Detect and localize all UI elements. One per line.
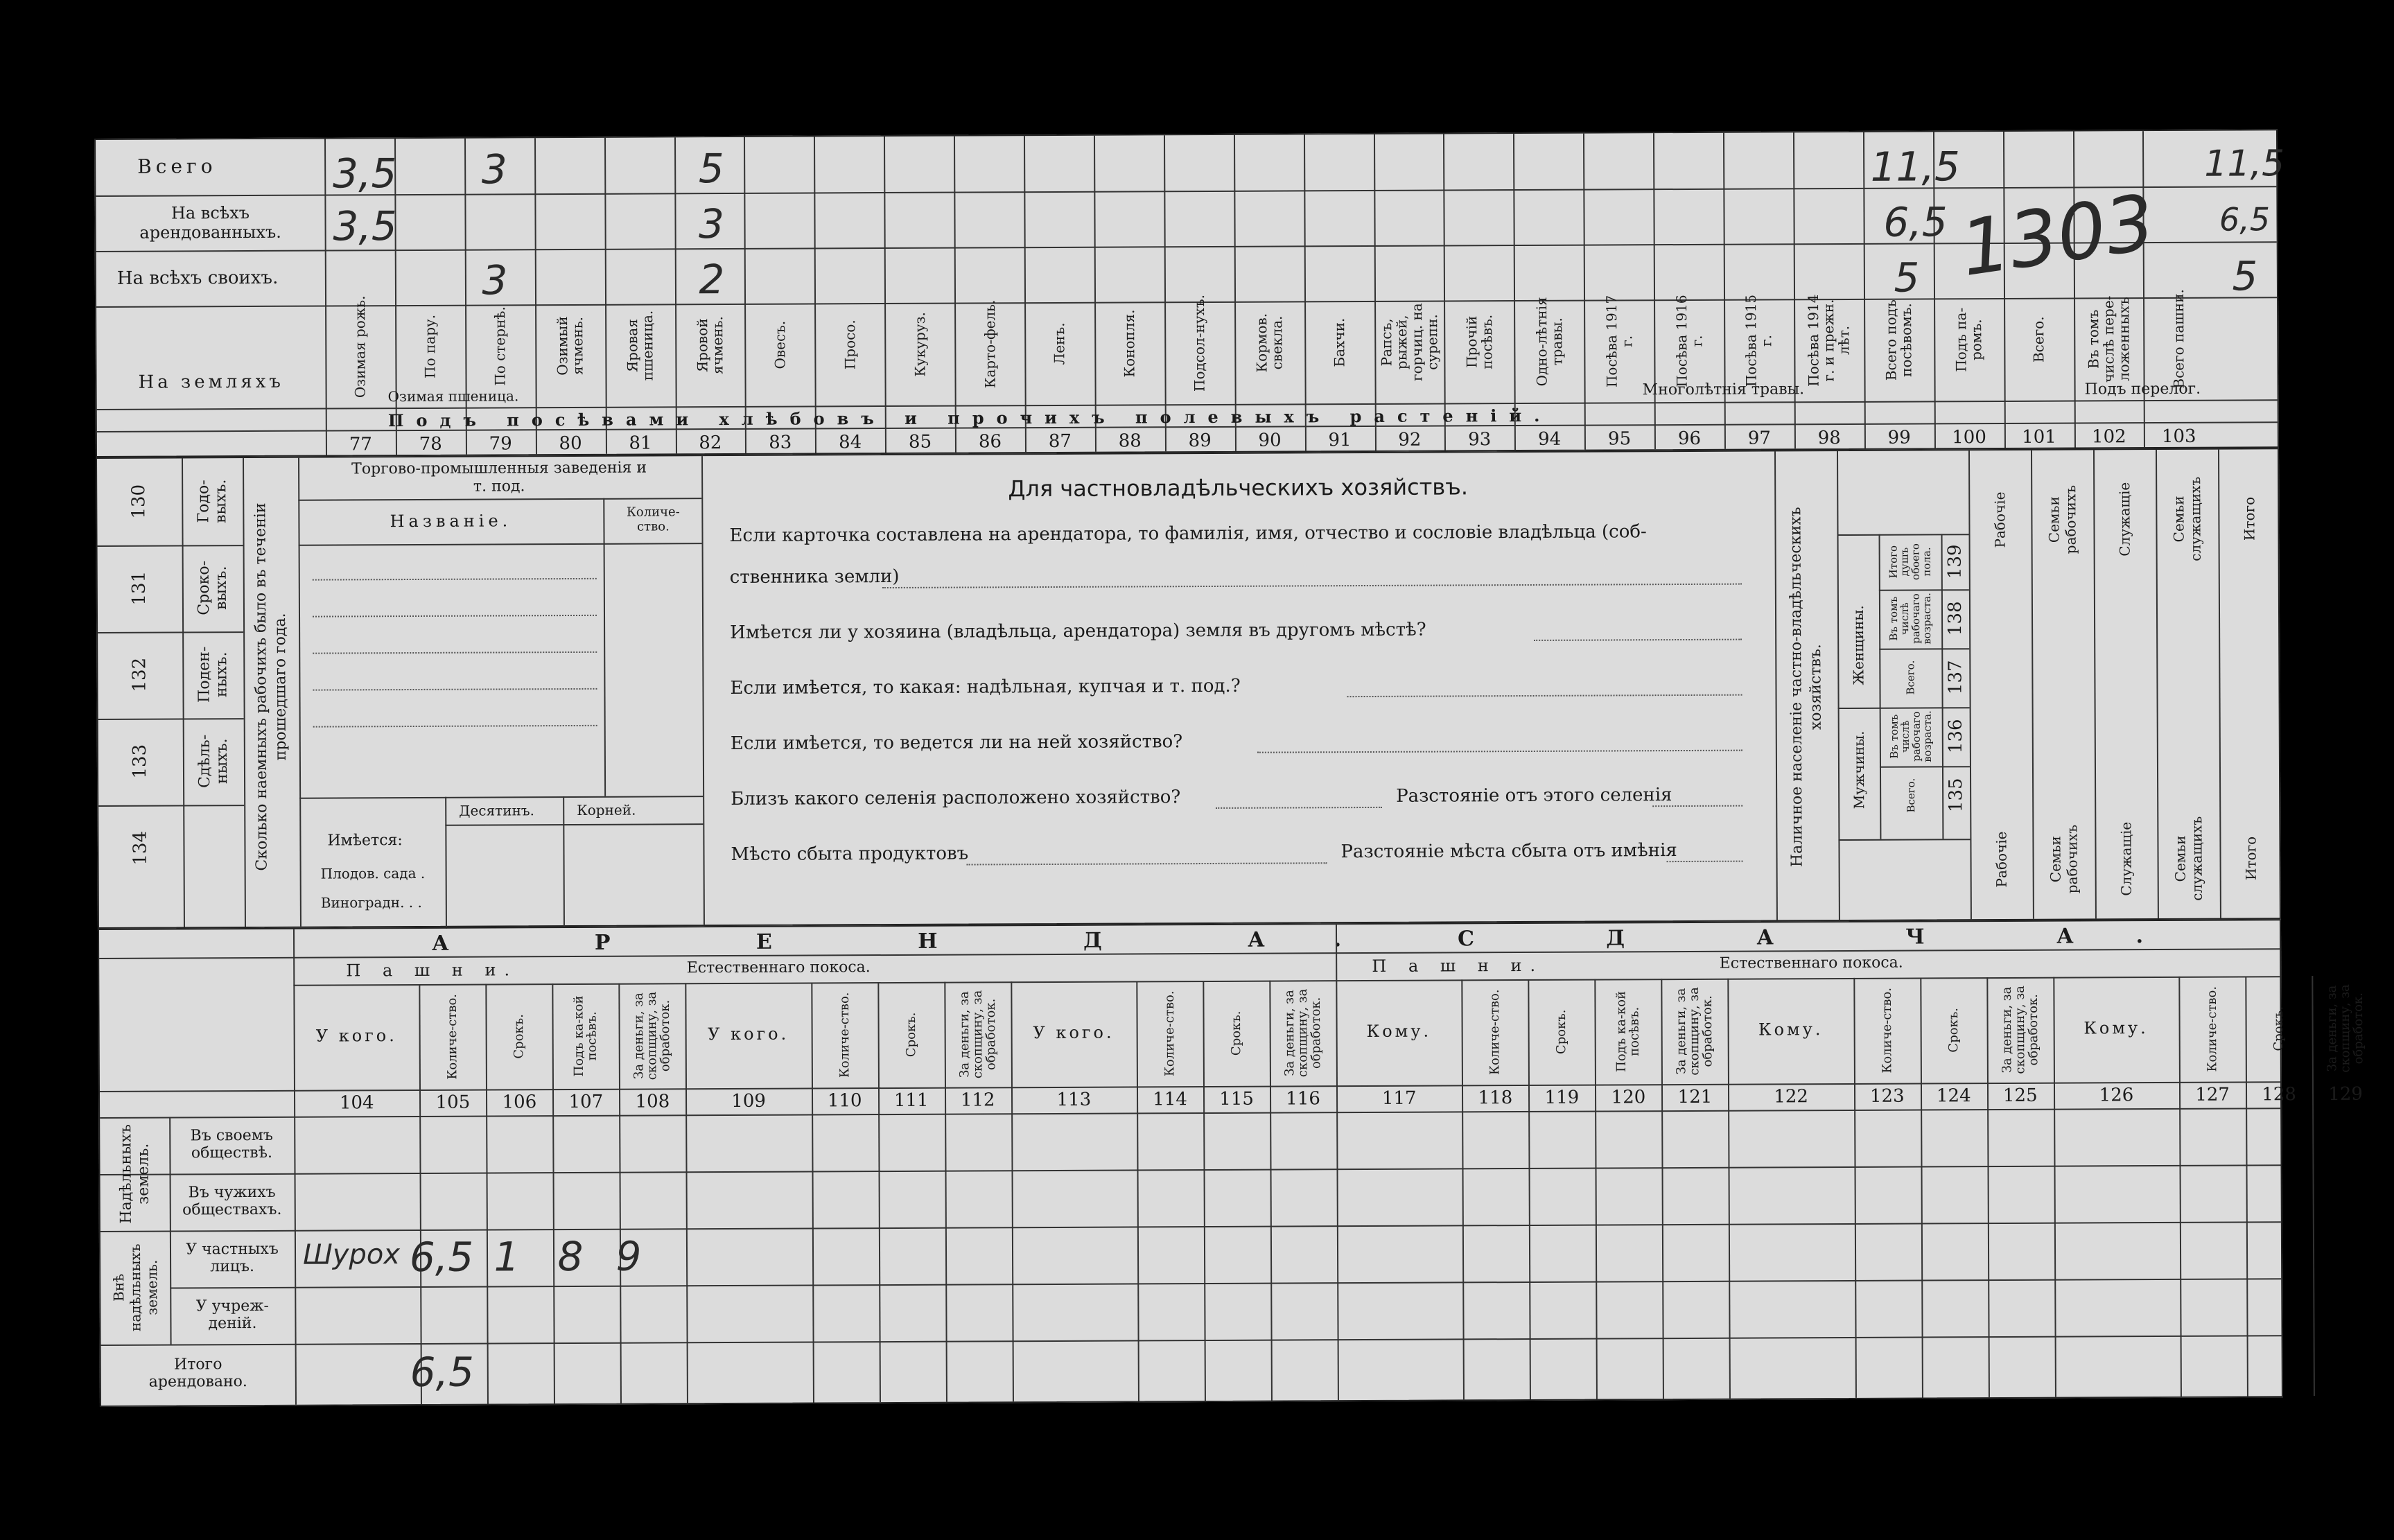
s3-col-number-128: 128 [2262, 1084, 2297, 1105]
s3-col-divider-118 [1462, 979, 1465, 1399]
group-nadel: Надѣльныхъ земель. [117, 1123, 152, 1224]
pop-number-136: 136 [1945, 719, 1966, 754]
group-vnenadel: Внѣ надѣльныхъ земель. [110, 1243, 161, 1332]
s1-col-number-101: 101 [2022, 426, 2056, 448]
q-farming: Если имѣется, то ведется ли на ней хозяйство? [730, 731, 1183, 755]
hw-rented-82: 3 [698, 200, 725, 248]
hw-total-qty: 6,5 [410, 1348, 475, 1397]
s1-col-header-82: Яровой ячмень. [694, 316, 726, 375]
s1-col-header-93: Прочій посѣвъ. [1462, 314, 1496, 369]
s3-col-divider-116 [1269, 981, 1273, 1401]
sdacha-pokos: Естественнаго покоса. [1719, 954, 1903, 972]
q-village-dist: Разстояніе отъ этого селенія [1396, 785, 1672, 807]
s1-col-number-99: 99 [1887, 427, 1911, 448]
s1-col-number-89: 89 [1188, 430, 1212, 452]
s3-col-header-121: За деньги, за скопщину, за обработок. [1674, 987, 1715, 1076]
row-label-total: Всего [137, 155, 217, 178]
s3-col-divider-113 [1011, 981, 1014, 1401]
right-col-bottom-4: Итого [2242, 836, 2260, 881]
pop-header-135: Всего. [1905, 778, 1918, 813]
s1-col-number-79: 79 [489, 433, 512, 455]
s3-col-number-114: 114 [1153, 1089, 1187, 1110]
s1-col-header-92: Рапсъ, рыжей, горчиц. на сурепн. [1378, 303, 1441, 382]
s3-col-header-115: Срокъ. [1229, 1010, 1244, 1056]
s3-col-divider-108 [619, 983, 622, 1403]
hired-number-133: 133 [129, 744, 151, 779]
questionnaire-title: Для частновладѣльческихъ хозяйствъ. [1008, 473, 1469, 502]
population-title: Наличное населеніе частно-владѣльческихъ хозяйствъ. [1787, 507, 1825, 868]
s1-col-header-99: Всего подъ посѣвомъ. [1882, 299, 1915, 381]
arenda-pokos: Естественнаго покоса. [686, 959, 871, 977]
pop-header-137: Всего. [1904, 660, 1917, 695]
q-owner: Если карточка составлена на арендатора, то фамилія, имя, отчество и сословіе владѣльца (соб- [729, 521, 1647, 547]
s3-col-header-129: За деньги, за скопщину, за обработок. [2324, 984, 2366, 1073]
s3-col-divider-110 [811, 982, 814, 1402]
s1-col-header-98: Посѣва 1914 г. и прежн. лѣт. [1805, 294, 1853, 387]
s3-col-header-123: Количе-ство. [1879, 987, 1895, 1074]
s3-col-number-122: 122 [1774, 1086, 1809, 1108]
s3-col-header-109: У кого. [708, 1024, 789, 1044]
hw-crop: 8 [557, 1232, 584, 1281]
trade-block [298, 456, 704, 929]
s1-col-header-102: Въ томъ числѣ пере-ложенныхъ [2085, 295, 2133, 383]
s1-col-number-97: 97 [1747, 428, 1771, 449]
women-label: Женщины. [1849, 605, 1867, 685]
s3-col-number-117: 117 [1381, 1087, 1417, 1109]
right-col-bottom-0: Рабочіе [1993, 831, 2010, 888]
s3-col-header-119: Срокъ. [1554, 1009, 1569, 1055]
s1-col-number-78: 78 [419, 433, 442, 455]
questionnaire [701, 451, 1776, 927]
s3-col-number-124: 124 [1936, 1085, 1971, 1107]
s1-col-number-83: 83 [769, 432, 792, 453]
s3-col-number-126: 126 [2099, 1085, 2134, 1106]
q-other-land: Имѣется ли у хозяина (владѣльца, арендатора) земля въ другомъ мѣстѣ? [730, 619, 1426, 644]
s3-col-number-104: 104 [339, 1092, 374, 1114]
right-col-top-1: Семьи рабочихъ [2045, 484, 2079, 554]
population-table [1837, 534, 1971, 839]
s3-col-number-116: 116 [1286, 1088, 1320, 1110]
s3-col-number-119: 119 [1544, 1087, 1580, 1108]
hw-own-82: 2 [699, 256, 725, 304]
s3-col-divider-115 [1203, 981, 1206, 1401]
s3-col-header-106: Срокъ. [512, 1014, 527, 1059]
s3-col-number-113: 113 [1056, 1089, 1092, 1110]
row-total-rented: Итого арендовано. [148, 1356, 247, 1391]
s3-col-divider-109 [685, 983, 689, 1403]
s1-col-header-91: Бахчи. [1331, 317, 1348, 367]
s3-col-header-124: Срокъ. [1946, 1007, 1961, 1053]
s1-col-number-91: 91 [1328, 430, 1352, 451]
pop-header-136: Въ томъ числѣ рабочаго возраста. [1887, 710, 1934, 762]
s3-col-number-107: 107 [568, 1091, 604, 1113]
s1-col-number-82: 82 [699, 432, 722, 454]
pop-number-139: 139 [1944, 544, 1966, 579]
hired-number-130: 130 [128, 484, 150, 519]
s1-col-header-79: По стернѣ. [491, 306, 509, 386]
s3-col-divider-117 [1336, 925, 1339, 1400]
right-col-bottom-1: Семьи рабочихъ [2047, 824, 2081, 894]
hw-total-103: 11,5 [2204, 143, 2285, 185]
hired-number-132: 132 [129, 657, 150, 692]
s1-col-header-77: Озимая рожь. [351, 295, 369, 399]
hired-label-130: Годо-выхъ. [195, 479, 230, 523]
row-own-community: Въ своемъ обществѣ. [190, 1126, 273, 1162]
row-label-lands: На земляхъ [138, 371, 284, 393]
hw-qty: 6,5 [409, 1233, 474, 1281]
s3-col-number-120: 120 [1611, 1087, 1646, 1108]
s1-col-header-95: Посѣва 1917 г. [1602, 295, 1635, 388]
pop-number-138: 138 [1944, 601, 1966, 636]
arenda-pashni: П а ш н и. [346, 960, 518, 981]
s1-col-number-96: 96 [1677, 428, 1702, 450]
right-col-top-0: Рабочіе [1991, 491, 2009, 548]
s1-col-number-102: 102 [2091, 426, 2126, 448]
s3-col-number-109: 109 [731, 1090, 766, 1112]
s3-col-header-126: Кому. [2083, 1018, 2149, 1038]
s3-col-divider-112 [944, 982, 947, 1402]
s1-col-header-89: Подсол-нухъ. [1191, 295, 1208, 392]
hired-number-131: 131 [128, 570, 150, 606]
s3-col-divider-114 [1136, 981, 1139, 1401]
hired-number-134: 134 [130, 830, 151, 866]
s1-col-header-100: Подъ па-ромъ. [1952, 307, 1985, 372]
row-label-rented: На всѣхъ арендованныхъ. [139, 203, 281, 243]
hw-rented-99: 6,5 [1883, 198, 1948, 246]
s1-col-number-98: 98 [1817, 428, 1841, 449]
hired-workers-title: Сколько наемныхъ рабочихъ было въ теченіи прошедшаго года. [252, 502, 290, 871]
hw-rented-103: 6,5 [2219, 200, 2271, 238]
hw-total-79: 3 [481, 146, 507, 193]
garden-label: Плодов. сада . [320, 864, 426, 882]
right-col-top-2: Служащіе [2116, 482, 2133, 557]
s3-col-divider-125 [1986, 977, 1990, 1397]
s3-col-number-115: 115 [1219, 1088, 1254, 1110]
s1-col-header-83: Овесъ. [771, 320, 789, 369]
s3-col-header-107: Подъ ка-кой посѣвъ. [571, 995, 600, 1077]
hw-who: Шурох [302, 1239, 401, 1271]
s3-col-header-114: Количе-ство. [1162, 990, 1178, 1077]
trade-title: Торгово-промышленныя заведенія и т. под. [351, 459, 647, 496]
s3-col-number-105: 105 [435, 1092, 471, 1113]
q-village: Близъ какого селенія расположено хозяйство? [731, 787, 1181, 810]
s1-col-header-85: Кукуруз. [911, 312, 929, 377]
s1-col-number-77: 77 [349, 434, 372, 455]
s3-col-divider-129 [2312, 976, 2315, 1396]
s1-col-number-93: 93 [1468, 429, 1492, 450]
s3-col-header-116: За деньги, за скопщину, за обработок. [1282, 988, 1324, 1078]
s1-col-number-92: 92 [1398, 429, 1422, 450]
hw-own-99: 5 [1894, 254, 1920, 301]
s1-col-header-97: Посѣва 1915 г. [1742, 294, 1775, 387]
s3-col-number-121: 121 [1677, 1086, 1713, 1108]
s1-col-header-90: Кормов. свекла. [1253, 313, 1286, 373]
band-title: Подъ посѣвами хлѣбовъ и прочихъ полевыхъ растеній. [387, 405, 1553, 431]
s1-col-header-88: Конопля. [1121, 309, 1138, 378]
row-label-own: На всѣхъ своихъ. [116, 267, 279, 289]
s1-col-header-94: Одно-лѣтнія травы. [1532, 297, 1566, 387]
s3-col-number-108: 108 [635, 1091, 670, 1112]
crops-section [94, 129, 2285, 457]
q-market-dist: Разстояніе мѣста сбыта отъ имѣнія [1340, 840, 1677, 863]
s1-col-number-84: 84 [839, 432, 862, 453]
s3-col-divider-119 [1528, 979, 1532, 1399]
s3-col-number-118: 118 [1478, 1087, 1513, 1109]
s3-col-header-111: Срокъ. [903, 1012, 918, 1058]
hw-own-103: 5 [2232, 252, 2258, 300]
sdacha-pashni: П а ш н и. [1372, 955, 1544, 976]
s3-col-divider-123 [1853, 978, 1857, 1398]
rent-section [98, 919, 2366, 1407]
hired-label-133: Сдѣль-ныхъ. [195, 734, 231, 788]
s3-col-divider-126 [2053, 977, 2056, 1397]
s3-col-number-106: 106 [502, 1092, 537, 1113]
s3-col-divider-107 [552, 983, 556, 1403]
hw-stamp-number: 1303 [1955, 177, 2160, 294]
s3-col-header-128: Срокъ. [2271, 1006, 2287, 1051]
s1-col-number-103: 103 [2161, 426, 2196, 447]
hw-total-99: 11,5 [1870, 143, 1960, 191]
pop-number-137: 137 [1945, 660, 1966, 695]
s1-col-header-78: По пару. [421, 314, 439, 378]
s1-col-number-86: 86 [978, 431, 1002, 453]
s3-col-header-104: У кого. [315, 1026, 397, 1046]
private-farm-section [96, 448, 2281, 929]
q-land-type: Если имѣется, то какая: надѣльная, купчая и т. под.? [730, 675, 1241, 699]
q-market: Мѣсто сбыта продуктовъ [731, 843, 969, 866]
hw-total-77: 3,5 [332, 150, 397, 198]
s3-col-header-110: Количе-ство. [837, 992, 853, 1078]
s1-col-header-96: Посѣва 1916 г. [1672, 295, 1705, 387]
s1-col-number-90: 90 [1258, 430, 1282, 451]
s1-col-header-84: Просо. [841, 320, 859, 370]
has-label: Имѣется: [327, 832, 403, 850]
s3-col-divider-106 [486, 984, 489, 1404]
s1-col-number-100: 100 [1952, 427, 1986, 448]
s3-col-header-120: Подъ ка-кой посѣвъ. [1614, 990, 1643, 1072]
row-institutions: У учреж-деній. [195, 1297, 269, 1333]
pop-header-139: Итого душъ обоего пола. [1887, 543, 1933, 581]
s1-col-header-101: Всего. [2030, 316, 2047, 363]
hw-pay: 9 [615, 1232, 642, 1280]
hw-term: 1 [493, 1233, 520, 1281]
trade-qty-header: Количе-ство. [626, 505, 680, 534]
s3-col-number-110: 110 [827, 1090, 862, 1112]
s1-col-number-80: 80 [559, 432, 582, 455]
group-perennial-grass: Многолѣтнія травы. [1642, 380, 1805, 399]
trade-name-header: Названіе. [390, 511, 512, 532]
sdacha-title: С Д А Ч А. [1457, 923, 2206, 952]
korney-header: Корней. [577, 801, 636, 819]
s3-col-divider-120 [1595, 979, 1598, 1399]
s1-col-number-87: 87 [1048, 430, 1072, 452]
s3-col-header-122: Кому. [1758, 1020, 1824, 1040]
s3-col-number-123: 123 [1869, 1085, 1905, 1107]
s1-col-number-81: 81 [629, 432, 652, 454]
vineyard-label: Виноградн. . . [320, 893, 422, 911]
row-private-persons: У частныхъ лицъ. [186, 1240, 279, 1276]
group-winter-wheat: Озимая пшеница. [387, 387, 519, 405]
men-label: Мужчины. [1850, 730, 1868, 810]
desyatin-header: Десятинъ. [459, 802, 535, 819]
s3-col-number-129: 129 [2328, 1083, 2364, 1105]
arenda-title: А Р Е Н Д А. [431, 927, 1411, 956]
s1-col-header-80: Озимый ячмень. [554, 316, 586, 376]
hired-label-131: Сроко-выхъ. [195, 560, 230, 615]
s3-col-number-112: 112 [960, 1090, 995, 1111]
s3-col-header-108: За деньги, за скопщину, за обработок. [631, 991, 673, 1080]
hw-rented-77: 3,5 [333, 202, 397, 250]
s3-col-header-112: За деньги, за скопщину, за обработок. [956, 990, 999, 1079]
s3-col-divider-127 [2178, 977, 2182, 1397]
s3-col-number-127: 127 [2195, 1084, 2230, 1105]
hw-total-82: 5 [698, 145, 724, 193]
s3-col-divider-122 [1728, 979, 1731, 1399]
s1-col-number-95: 95 [1607, 428, 1632, 450]
s3-col-divider-105 [419, 984, 423, 1404]
s1-col-number-94: 94 [1538, 428, 1562, 450]
s1-col-header-86: Карто-фель. [981, 299, 999, 389]
census-card [94, 129, 2366, 1407]
s3-col-number-111: 111 [893, 1090, 929, 1111]
right-col-bottom-2: Служащіе [2117, 821, 2135, 896]
s3-col-divider-128 [2245, 976, 2248, 1396]
s1-col-number-85: 85 [908, 431, 932, 453]
s3-col-header-117: Кому. [1366, 1021, 1432, 1042]
s1-col-header-87: Ленъ. [1051, 322, 1068, 365]
s1-col-number-88: 88 [1118, 430, 1142, 452]
s3-col-divider-124 [1920, 978, 1923, 1398]
s3-col-header-125: За деньги, за скопщину, за обработок. [1999, 986, 2041, 1074]
s3-col-divider-121 [1661, 979, 1665, 1399]
group-fallow: Подъ перелог. [2084, 380, 2201, 399]
s3-col-header-113: У кого. [1033, 1022, 1115, 1043]
right-col-bottom-3: Семьи служащихъ [2172, 816, 2205, 901]
row-other-communities: Въ чужихъ обществахъ. [182, 1183, 282, 1219]
s3-col-header-105: Количе-ство. [445, 993, 460, 1080]
hw-own-79: 3 [482, 256, 508, 304]
q-owner-cont: ственника земли) [729, 566, 900, 588]
s3-col-number-125: 125 [2002, 1085, 2038, 1106]
s1-col-header-81: Яровая пшеница. [624, 310, 656, 381]
right-col-top-4: Итого [2241, 496, 2258, 541]
s1-col-header-103: Всего пашни. [2169, 289, 2187, 389]
s3-col-divider-111 [877, 982, 881, 1402]
pop-number-135: 135 [1946, 778, 1967, 813]
pop-header-138: Въ томъ числѣ рабочаго возраста. [1887, 593, 1934, 645]
right-col-top-3: Семьи служащихъ [2170, 476, 2204, 561]
s3-col-header-127: Количе-ство. [2204, 986, 2220, 1072]
s3-col-header-118: Количе-ство. [1487, 989, 1503, 1076]
hired-label-132: Поден-ныхъ. [195, 646, 231, 703]
